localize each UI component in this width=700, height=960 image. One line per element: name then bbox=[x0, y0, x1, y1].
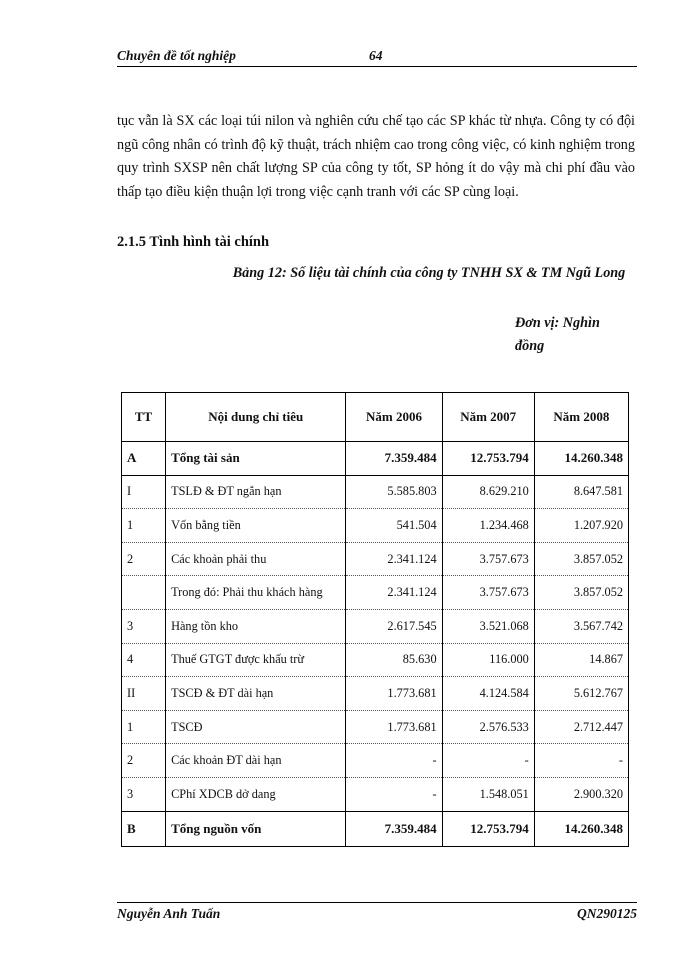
row-value-2007: 12.753.794 bbox=[442, 442, 534, 476]
header-tt: TT bbox=[122, 393, 166, 442]
row-value-2006: 7.359.484 bbox=[346, 442, 442, 476]
row-value-2007: - bbox=[442, 744, 534, 778]
row-value-2008: - bbox=[534, 744, 628, 778]
row-value-2007: 3.757.673 bbox=[442, 542, 534, 576]
table-row bbox=[122, 677, 629, 711]
row-tt: 1 bbox=[122, 509, 166, 543]
row-value-2006: 2.617.545 bbox=[346, 609, 442, 643]
row-value-2006: 2.341.124 bbox=[346, 576, 442, 610]
row-value-2006: - bbox=[346, 777, 442, 811]
row-value-2008: 1.207.920 bbox=[534, 509, 628, 543]
table-row bbox=[122, 710, 629, 744]
row-value-2006: 2.341.124 bbox=[346, 542, 442, 576]
row-value-2007: 3.521.068 bbox=[442, 609, 534, 643]
header-2008: Năm 2008 bbox=[534, 393, 628, 442]
row-value-2008: 14.867 bbox=[534, 643, 628, 677]
row-value-2006: 1.773.681 bbox=[346, 677, 442, 711]
row-item: Vốn bằng tiền bbox=[166, 509, 346, 543]
row-value-2007: 2.576.533 bbox=[442, 710, 534, 744]
row-item: TSCĐ & ĐT dài hạn bbox=[166, 677, 346, 711]
table-header-row bbox=[122, 393, 629, 442]
header-2006: Năm 2006 bbox=[346, 393, 442, 442]
page-header bbox=[117, 48, 637, 68]
unit-label: Đơn vị: Nghìn đồng bbox=[515, 315, 600, 354]
row-value-2008: 3.857.052 bbox=[534, 542, 628, 576]
row-tt: 1 bbox=[122, 710, 166, 744]
row-value-2006: 5.585.803 bbox=[346, 475, 442, 509]
student-code: QN290125 bbox=[577, 906, 637, 921]
row-tt: 3 bbox=[122, 609, 166, 643]
row-item: Thuế GTGT được khấu trừ bbox=[166, 643, 346, 677]
row-tt: I bbox=[122, 475, 166, 509]
row-tt bbox=[122, 576, 166, 610]
row-item: Tổng tài sản bbox=[166, 442, 346, 476]
row-value-2007: 1.234.468 bbox=[442, 509, 534, 543]
table-row bbox=[122, 609, 629, 643]
header-rule bbox=[117, 66, 637, 67]
row-tt: 3 bbox=[122, 777, 166, 811]
author-name: Nguyễn Anh Tuấn bbox=[117, 906, 221, 921]
row-tt: A bbox=[122, 442, 166, 476]
header-2007: Năm 2007 bbox=[442, 393, 534, 442]
header-item: Nội dung chỉ tiêu bbox=[166, 393, 346, 442]
footer-rule bbox=[117, 902, 637, 903]
row-value-2006: 1.773.681 bbox=[346, 710, 442, 744]
row-item: Các khoản ĐT dài hạn bbox=[166, 744, 346, 778]
row-item: TSLĐ & ĐT ngắn hạn bbox=[166, 475, 346, 509]
row-item: Trong đó: Phải thu khách hàng bbox=[166, 576, 346, 610]
table-body bbox=[122, 442, 629, 847]
page-number: 64 bbox=[369, 48, 383, 63]
row-value-2008: 8.647.581 bbox=[534, 475, 628, 509]
row-value-2007: 8.629.210 bbox=[442, 475, 534, 509]
table-caption: Bảng 12: Số liệu tài chính của công ty TNHH SX & TM Ngũ Long bbox=[232, 265, 626, 281]
table-row bbox=[122, 643, 629, 677]
section-heading: 2.1.5 Tình hình tài chính bbox=[117, 234, 270, 250]
row-item: Tổng nguồn vốn bbox=[166, 811, 346, 846]
table-row bbox=[122, 744, 629, 778]
row-value-2007: 3.757.673 bbox=[442, 576, 534, 610]
page-footer bbox=[117, 906, 637, 926]
row-value-2008: 14.260.348 bbox=[534, 811, 628, 846]
row-value-2007: 1.548.051 bbox=[442, 777, 534, 811]
table-row bbox=[122, 576, 629, 610]
row-value-2007: 12.753.794 bbox=[442, 811, 534, 846]
table-row bbox=[122, 509, 629, 543]
financial-table bbox=[121, 392, 629, 847]
body-paragraph: tục vẫn là SX các loại túi nilon và nghiên cứu chế tạo các SP khác từ nhựa. Công ty có đội ngũ công nhân có trình độ kỹ thuật, trách nhiệm cao trong công việc, có kinh nghiệm trong quy trình SXSP nên chất lượng SP của công ty tốt, SP hỏng ít do vậy mà chi phí đầu vào thấp tạo điều kiện thuận lợi trong việc cạnh tranh với các SP cùng loại. bbox=[117, 113, 635, 200]
row-value-2008: 14.260.348 bbox=[534, 442, 628, 476]
row-item: Các khoản phải thu bbox=[166, 542, 346, 576]
row-value-2007: 4.124.584 bbox=[442, 677, 534, 711]
row-tt: 4 bbox=[122, 643, 166, 677]
row-item: Hàng tồn kho bbox=[166, 609, 346, 643]
table-row bbox=[122, 442, 629, 476]
row-item: CPhí XDCB dở dang bbox=[166, 777, 346, 811]
row-value-2008: 5.612.767 bbox=[534, 677, 628, 711]
row-tt: 2 bbox=[122, 744, 166, 778]
table-row bbox=[122, 777, 629, 811]
row-value-2008: 3.857.052 bbox=[534, 576, 628, 610]
row-value-2006: - bbox=[346, 744, 442, 778]
row-value-2008: 2.900.320 bbox=[534, 777, 628, 811]
row-tt: B bbox=[122, 811, 166, 846]
row-value-2007: 116.000 bbox=[442, 643, 534, 677]
row-tt: 2 bbox=[122, 542, 166, 576]
table-row bbox=[122, 542, 629, 576]
row-item: TSCĐ bbox=[166, 710, 346, 744]
row-value-2008: 2.712.447 bbox=[534, 710, 628, 744]
row-tt: II bbox=[122, 677, 166, 711]
document-title: Chuyên đề tốt nghiệp bbox=[117, 48, 236, 63]
row-value-2008: 3.567.742 bbox=[534, 609, 628, 643]
row-value-2006: 85.630 bbox=[346, 643, 442, 677]
table-row bbox=[122, 811, 629, 846]
table-row bbox=[122, 475, 629, 509]
row-value-2006: 541.504 bbox=[346, 509, 442, 543]
row-value-2006: 7.359.484 bbox=[346, 811, 442, 846]
